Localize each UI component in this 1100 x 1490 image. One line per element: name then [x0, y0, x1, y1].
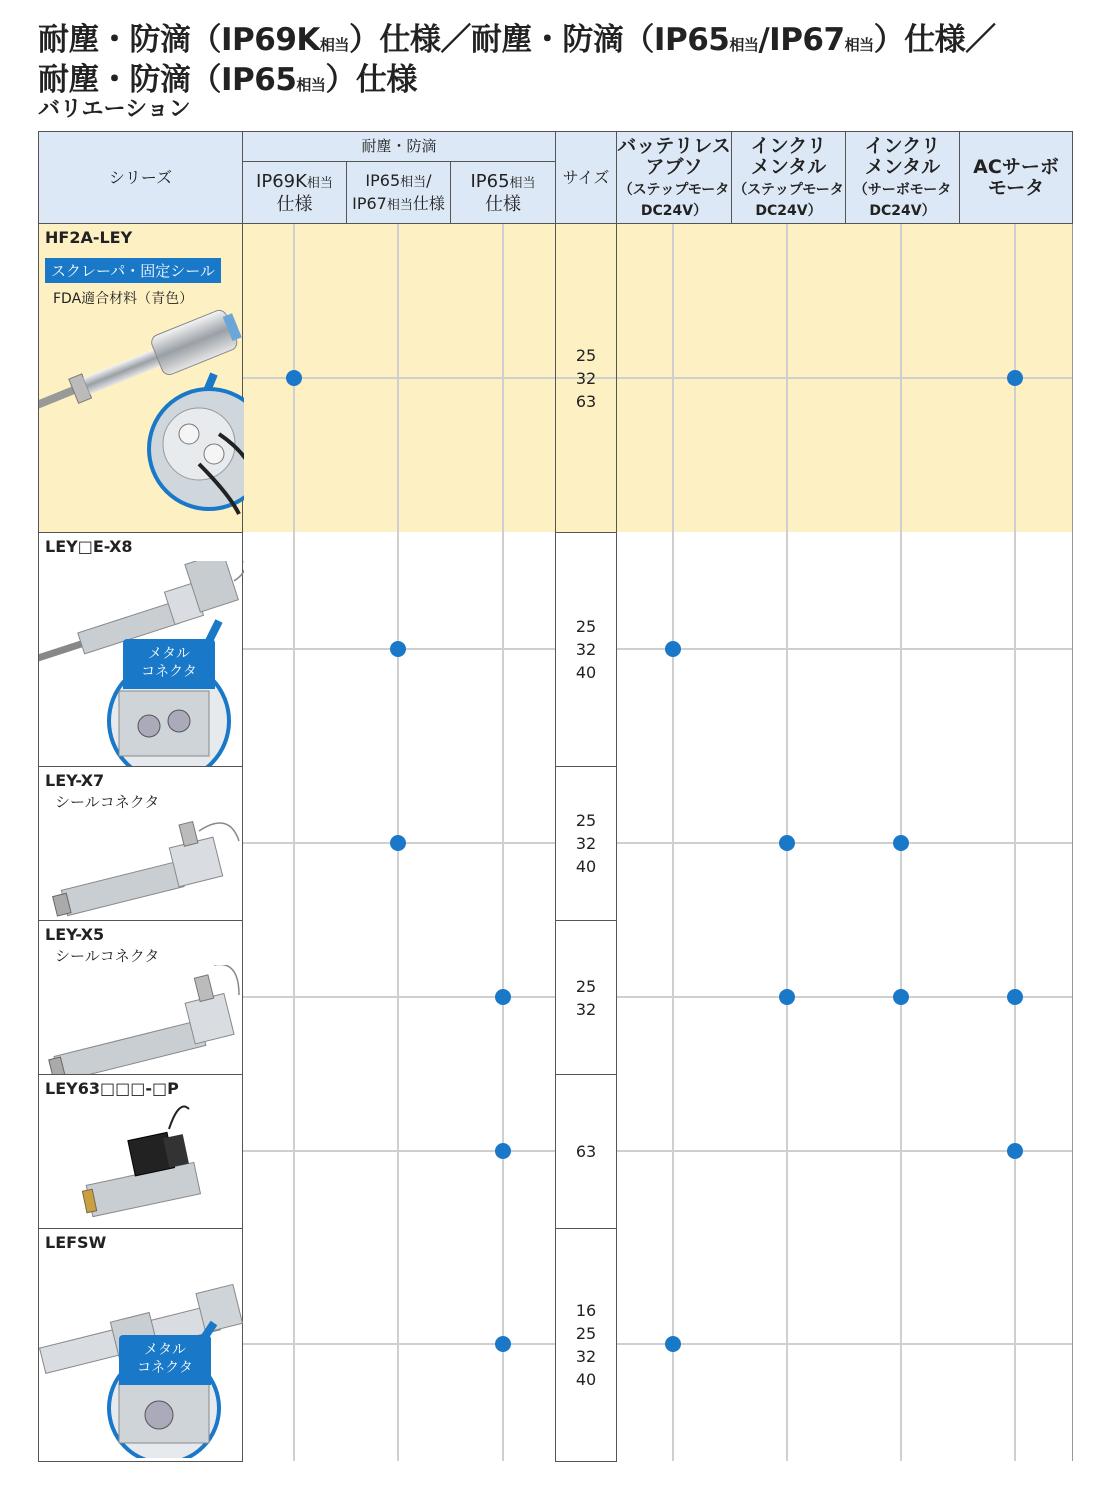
- header-ip65: IP65相当 仕様: [450, 161, 556, 224]
- series-note: シールコネクタ: [55, 947, 160, 965]
- series-cell-hf2a: [38, 223, 243, 533]
- hf2a-actuator-image: [39, 304, 244, 534]
- header-battery-less: バッテリレス アブソ （ステップモータ DC24V）: [616, 131, 732, 224]
- grid-hline-row4: [242, 996, 1072, 998]
- dot-lefsw-battery: [665, 1336, 681, 1352]
- grid-right-border: [1072, 224, 1073, 1461]
- dot-ley63-ip65: [495, 1143, 511, 1159]
- ley-x5-actuator-image: [39, 965, 244, 1075]
- header-series: シリーズ: [38, 131, 243, 224]
- header-size: サイズ: [555, 131, 617, 224]
- header-incremental-servo: インクリ メンタル （サーボモータ DC24V）: [845, 131, 960, 224]
- grid-hline-row2: [242, 648, 1072, 650]
- size-cell-ley63: 63: [555, 1074, 617, 1229]
- series-name: LEY63□□□-□P: [45, 1079, 179, 1098]
- series-cell-ley-x5: [38, 920, 243, 1075]
- dot-lefsw-ip65: [495, 1336, 511, 1352]
- dot-ley-x5-ac-servo: [1007, 989, 1023, 1005]
- series-cell-lefsw: [38, 1228, 243, 1462]
- series-note: FDA適合材料（青色）: [53, 291, 194, 307]
- size-cell-hf2a: 25 32 63: [555, 223, 617, 533]
- scraper-seal-tag: スクレーパ・固定シール: [45, 258, 221, 283]
- ley63-actuator-image: [39, 1099, 244, 1229]
- dot-ley-e-x8-ip65-67: [390, 641, 406, 657]
- dot-ley-x5-inc-servo: [893, 989, 909, 1005]
- dot-ley-x7-inc-servo: [893, 835, 909, 851]
- dot-hf2a-ip69k: [286, 370, 302, 386]
- metal-connector-badge: メタル コネクタ: [119, 1335, 211, 1385]
- header-ac-servo: ACサーボ モータ: [959, 131, 1073, 224]
- series-name: LEY-X5: [45, 925, 105, 944]
- size-cell-ley-e-x8: 25 32 40: [555, 532, 617, 767]
- metal-connector-badge: メタル コネクタ: [123, 639, 215, 689]
- series-name: LEFSW: [45, 1233, 107, 1252]
- ley-x7-actuator-image: [39, 811, 244, 921]
- size-cell-ley-x7: 25 32 40: [555, 766, 617, 921]
- header-incremental-step: インクリ メンタル （ステップモータ DC24V）: [731, 131, 846, 224]
- dot-ley-x5-ip65: [495, 989, 511, 1005]
- series-note: シールコネクタ: [55, 793, 160, 811]
- grid-hline-row6: [242, 1343, 1072, 1345]
- page-title-line1: 耐塵・防滴（IP69K相当）仕様／耐塵・防滴（IP65相当/IP67相当）仕様／: [38, 22, 996, 58]
- header-ip65-67: IP65相当/ IP67相当仕様: [346, 161, 451, 224]
- dot-ley63-ac-servo: [1007, 1143, 1023, 1159]
- series-name: LEY-X7: [45, 771, 105, 790]
- dot-ley-x7-ip65-67: [390, 835, 406, 851]
- series-cell-ley-x7: [38, 766, 243, 921]
- dot-ley-x5-inc-step: [779, 989, 795, 1005]
- grid-hline-row1: [242, 377, 1072, 379]
- dot-hf2a-ac-servo: [1007, 370, 1023, 386]
- series-cell-ley-e-x8: [38, 532, 243, 767]
- header-ip69k: IP69K相当 仕様: [242, 161, 347, 224]
- grid-hline-row5: [242, 1150, 1072, 1152]
- series-cell-ley63: [38, 1074, 243, 1229]
- dot-ley-x7-inc-step: [779, 835, 795, 851]
- page-subtitle: バリエーション: [38, 97, 191, 122]
- header-dust-group: 耐塵・防滴: [242, 131, 556, 162]
- dot-ley-e-x8-battery: [665, 641, 681, 657]
- series-name: HF2A-LEY: [45, 228, 133, 247]
- size-cell-ley-x5: 25 32: [555, 920, 617, 1075]
- page-title-line2: 耐塵・防滴（IP65相当）仕様: [38, 62, 417, 98]
- size-cell-lefsw: 16 25 32 40: [555, 1228, 617, 1462]
- grid-hline-row3: [242, 842, 1072, 844]
- series-name: LEY□E-X8: [45, 537, 133, 556]
